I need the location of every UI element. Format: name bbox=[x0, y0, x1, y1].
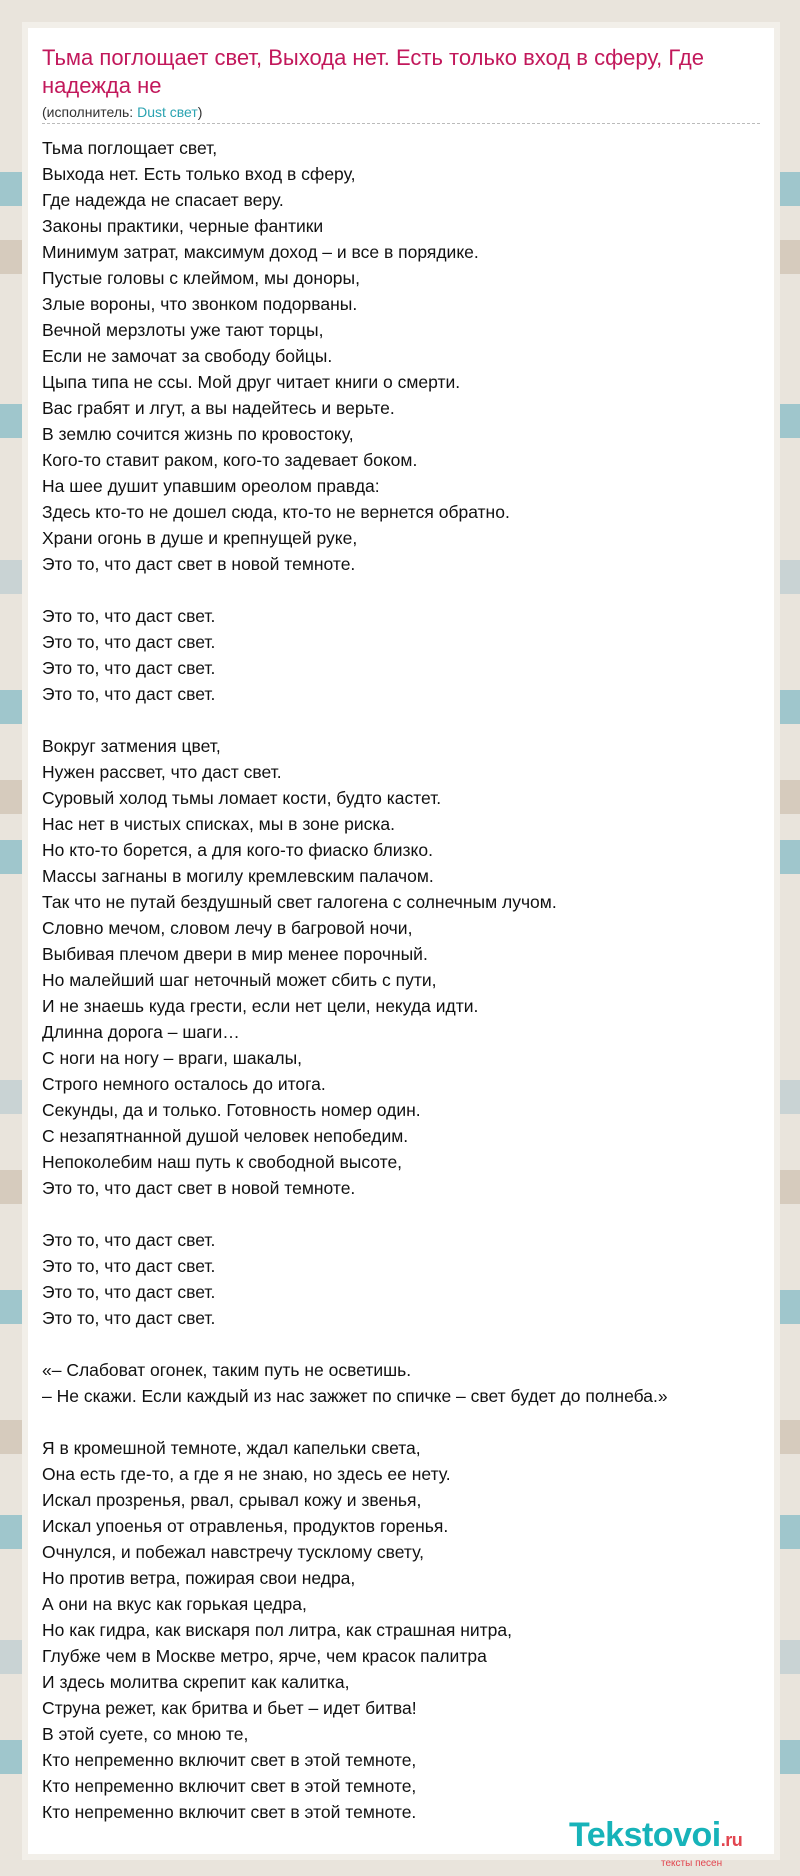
lyric-line: Так что не путай бездушный свет галогена с солнечным лучом. bbox=[42, 892, 557, 912]
lyric-line: Где надежда не спасает веру. bbox=[42, 190, 284, 210]
logo-tld: .ru bbox=[720, 1830, 743, 1850]
artist-line bbox=[42, 104, 202, 120]
lyric-line: Вечной мерзлоты уже тают торцы, bbox=[42, 320, 324, 340]
lyric-line: Но против ветра, пожирая свои недра, bbox=[42, 1568, 356, 1588]
lyric-line: Выхода нет. Есть только вход в сферу, bbox=[42, 164, 356, 184]
lyric-line: Кто непременно включит свет в этой темноте, bbox=[42, 1750, 417, 1770]
lyric-line: Но малейший шаг неточный может сбить с пути, bbox=[42, 970, 437, 990]
lyric-line: Строго немного осталось до итога. bbox=[42, 1074, 326, 1094]
lyric-line: Вокруг затмения цвет, bbox=[42, 736, 221, 756]
logo-tagline: тексты песен bbox=[661, 1858, 723, 1869]
lyric-line: Но кто-то борется, а для кого-то фиаско близко. bbox=[42, 840, 433, 860]
lyric-line: Минимум затрат, максимум доход – и все в порядике. bbox=[42, 242, 479, 262]
lyric-line: Это то, что даст свет в новой темноте. bbox=[42, 1178, 356, 1198]
lyric-line: Словно мечом, словом лечу в багровой ночи, bbox=[42, 918, 413, 938]
lyric-line: Глубже чем в Москве метро, ярче, чем красок палитра bbox=[42, 1646, 487, 1666]
lyrics-text bbox=[42, 135, 772, 1825]
title-divider bbox=[42, 123, 760, 124]
lyric-line: Это то, что даст свет. bbox=[42, 658, 216, 678]
lyric-line: Непоколебим наш путь к свободной высоте, bbox=[42, 1152, 403, 1172]
stanza-gap bbox=[42, 1331, 772, 1357]
lyric-line: Законы практики, черные фантики bbox=[42, 216, 324, 236]
lyric-line: Нас нет в чистых списках, мы в зоне риска. bbox=[42, 814, 396, 834]
lyric-line: Это то, что даст свет. bbox=[42, 684, 216, 704]
lyric-line: «– Слабоват огонек, таким путь не осветишь. bbox=[42, 1360, 412, 1380]
lyric-line: Это то, что даст свет. bbox=[42, 1282, 216, 1302]
stanza-gap bbox=[42, 707, 772, 733]
lyric-line: Но как гидра, как вискаря пол литра, как страшная нитра, bbox=[42, 1620, 513, 1640]
lyric-line: Тьма поглощает свет, bbox=[42, 138, 218, 158]
lyric-line: В землю сочится жизнь по кровостоку, bbox=[42, 424, 354, 444]
lyric-line: Храни огонь в душе и крепнущей руке, bbox=[42, 528, 358, 548]
lyric-line: Это то, что даст свет в новой темноте. bbox=[42, 554, 356, 574]
lyric-line: На шее душит упавшим ореолом правда: bbox=[42, 476, 380, 496]
lyric-line: Я в кромешной темноте, ждал капельки света, bbox=[42, 1438, 421, 1458]
stanza-gap bbox=[42, 1409, 772, 1435]
artist-prefix: (исполнитель: bbox=[42, 104, 138, 120]
stanza-gap bbox=[42, 577, 772, 603]
lyric-line: И не знаешь куда грести, если нет цели, некуда идти. bbox=[42, 996, 479, 1016]
lyric-line: Цыпа типа не ссы. Мой друг читает книги о смерти. bbox=[42, 372, 461, 392]
lyric-line: С ноги на ногу – враги, шакалы, bbox=[42, 1048, 303, 1068]
lyric-line: Кто непременно включит свет в этой темноте, bbox=[42, 1776, 417, 1796]
lyric-line: Выбивая плечом двери в мир менее порочный. bbox=[42, 944, 428, 964]
lyric-line: Секунды, да и только. Готовность номер один. bbox=[42, 1100, 421, 1120]
lyric-line: Вас грабят и лгут, а вы надейтесь и верьте. bbox=[42, 398, 395, 418]
lyric-line: Это то, что даст свет. bbox=[42, 1308, 216, 1328]
lyric-line: Искал упоенья от отравленья, продуктов горенья. bbox=[42, 1516, 449, 1536]
lyric-line: Она есть где-то, а где я не знаю, но здесь ее нету. bbox=[42, 1464, 451, 1484]
artist-link[interactable]: Dust свет bbox=[137, 104, 198, 120]
lyric-line: Искал прозренья, рвал, срывал кожу и звенья, bbox=[42, 1490, 422, 1510]
lyric-line: Массы загнаны в могилу кремлевским палачом. bbox=[42, 866, 434, 886]
lyric-line: С незапятнанной душой человек непобедим. bbox=[42, 1126, 409, 1146]
lyric-line: Злые вороны, что звонком подорваны. bbox=[42, 294, 358, 314]
lyric-line: Это то, что даст свет. bbox=[42, 1230, 216, 1250]
lyric-line: – Не скажи. Если каждый из нас зажжет по спичке – свет будет до полнеба.» bbox=[42, 1386, 668, 1406]
lyric-line: В этой суете, со мною те, bbox=[42, 1724, 249, 1744]
lyric-line: Это то, что даст свет. bbox=[42, 606, 216, 626]
lyric-line: Нужен рассвет, что даст свет. bbox=[42, 762, 282, 782]
lyric-line: Здесь кто-то не дошел сюда, кто-то не вернется обратно. bbox=[42, 502, 510, 522]
lyric-line: Это то, что даст свет. bbox=[42, 632, 216, 652]
site-logo[interactable] bbox=[569, 1816, 742, 1855]
lyric-line: И здесь молитва скрепит как калитка, bbox=[42, 1672, 350, 1692]
stanza-gap bbox=[42, 1201, 772, 1227]
artist-suffix: ) bbox=[197, 104, 203, 120]
lyric-line: Если не замочат за свободу бойцы. bbox=[42, 346, 333, 366]
logo-name: Tekstovoi bbox=[569, 1816, 721, 1854]
lyric-line: Струна режет, как бритва и бьет – идет битва! bbox=[42, 1698, 417, 1718]
lyric-line: Суровый холод тьмы ломает кости, будто кастет. bbox=[42, 788, 442, 808]
lyrics-card bbox=[28, 28, 774, 1869]
page-title: Тьма поглощает свет, Выхода нет. Есть только вход в сферу, Где надежда не bbox=[42, 45, 704, 98]
lyric-line: Это то, что даст свет. bbox=[42, 1256, 216, 1276]
lyric-line: Длинна дорога – шаги… bbox=[42, 1022, 240, 1042]
lyric-line: Кто непременно включит свет в этой темноте. bbox=[42, 1802, 417, 1822]
lyric-line: Пустые головы с клеймом, мы доноры, bbox=[42, 268, 360, 288]
lyric-line: А они на вкус как горькая цедра, bbox=[42, 1594, 307, 1614]
lyric-line: Кого-то ставит раком, кого-то задевает боком. bbox=[42, 450, 418, 470]
lyric-line: Очнулся, и побежал навстречу тусклому свету, bbox=[42, 1542, 424, 1562]
